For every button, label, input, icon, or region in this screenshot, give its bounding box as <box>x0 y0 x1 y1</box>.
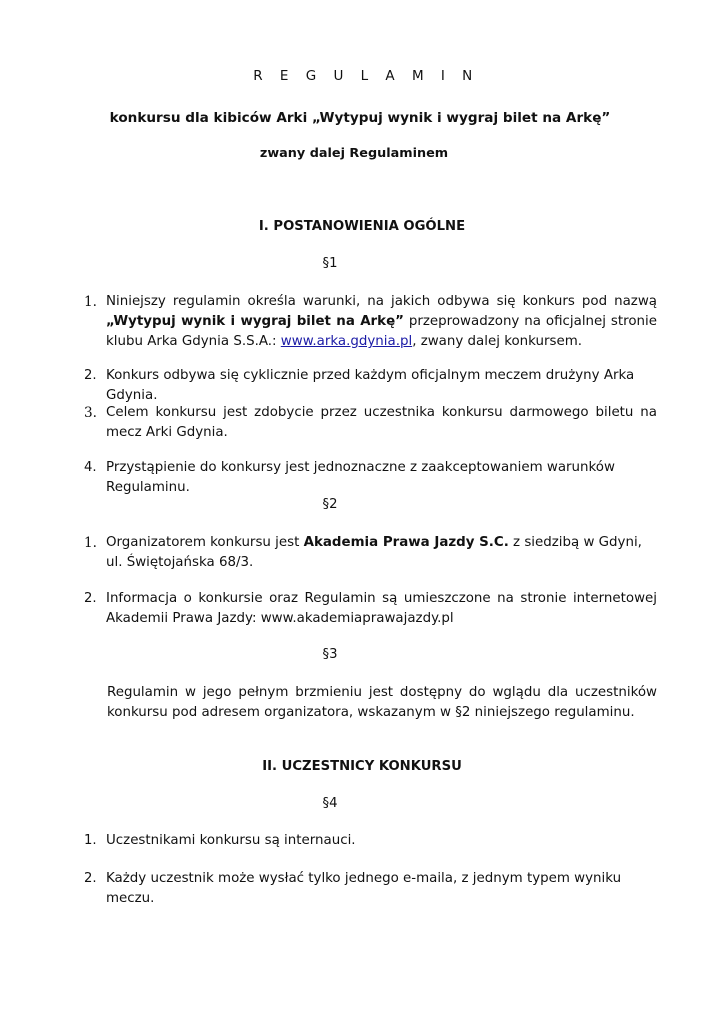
club-website-link[interactable]: www.arka.gdynia.pl <box>280 334 413 349</box>
list-number: 2. <box>84 871 97 886</box>
list-item-text: Celem konkursu jest zdobycie przez uczestnika konkursu darmowego biletu na mecz Arki Gdynia. <box>106 405 657 440</box>
text-run: Niniejszy regulamin określa warunki, na jakich odbywa się konkurs pod nazwą <box>106 294 657 309</box>
list-item-text: Przystąpienie do konkursy jest jednoznaczne z zaakceptowaniem warunków Regulaminu. <box>106 460 615 495</box>
list-number: 2. <box>84 591 97 606</box>
list-number: 1. <box>84 833 97 848</box>
text-run: , zwany dalej konkursem. <box>412 334 583 349</box>
text-run: Organizatorem konkursu jest <box>106 535 304 550</box>
list-item-p1-1 <box>84 292 657 352</box>
list-item-text <box>106 533 657 573</box>
section-heading-general: I. POSTANOWIENIA OGÓLNE <box>258 219 466 234</box>
list-item-p2-2 <box>84 589 657 629</box>
text-run: z siedzibą w Gdyni, <box>508 535 642 550</box>
list-number: 1. <box>84 535 97 551</box>
paragraph-mark-1: §1 <box>322 256 338 271</box>
list-item-p4-2 <box>84 869 657 909</box>
paragraph-3-text: Regulamin w jego pełnym brzmieniu jest dostępny do wglądu dla uczestników konkursu pod adresem organizatora, wskazanym w §2 niniejszego regulaminu. <box>107 685 657 720</box>
paragraph-mark-3: §3 <box>322 647 338 662</box>
list-item-p2-1 <box>84 533 657 573</box>
paragraph-mark-2: §2 <box>322 497 338 512</box>
list-item-text: Informacja o konkursie oraz Regulamin są umieszczone na stronie internetowej Akademii Prawa Jazdy: www.akademiaprawajazdy.pl <box>106 591 657 626</box>
list-number: 3. <box>84 405 97 421</box>
document-title: R E G U L A M I N <box>253 68 479 84</box>
list-item-p4-1 <box>84 831 657 851</box>
organizer-name-bold: Akademia Prawa Jazdy S.C. <box>303 535 509 550</box>
organizer-address: ul. Świętojańska 68/3. <box>106 555 254 570</box>
list-number: 1. <box>84 294 97 310</box>
list-item-text <box>106 292 657 352</box>
list-item-text: Uczestnikami konkursu są internauci. <box>106 833 356 848</box>
list-item-p1-3 <box>84 403 657 443</box>
paragraph-mark-4: §4 <box>322 796 338 811</box>
list-item-text: Konkurs odbywa się cyklicznie przed każdym oficjalnym meczem drużyny Arka Gdynia. <box>106 368 635 403</box>
document-subtitle-note: zwany dalej Regulaminem <box>259 146 449 161</box>
list-item-text: Każdy uczestnik może wysłać tylko jednego e-maila, z jednym typem wyniku meczu. <box>106 871 622 906</box>
document-subtitle: konkursu dla kibiców Arki „Wytypuj wynik i wygraj bilet na Arkę” <box>109 110 611 126</box>
list-item-p1-4 <box>84 458 657 498</box>
text-run: przeprowadzony na oficjalnej stronie klubu Arka Gdynia S.S.A.: <box>106 314 657 349</box>
section-heading-participants: II. UCZESTNICY KONKURSU <box>262 759 462 774</box>
list-number: 4. <box>84 460 97 475</box>
list-number: 2. <box>84 368 97 383</box>
contest-name-bold: „Wytypuj wynik i wygraj bilet na Arkę” <box>106 314 404 329</box>
list-item-p1-2 <box>84 366 657 406</box>
